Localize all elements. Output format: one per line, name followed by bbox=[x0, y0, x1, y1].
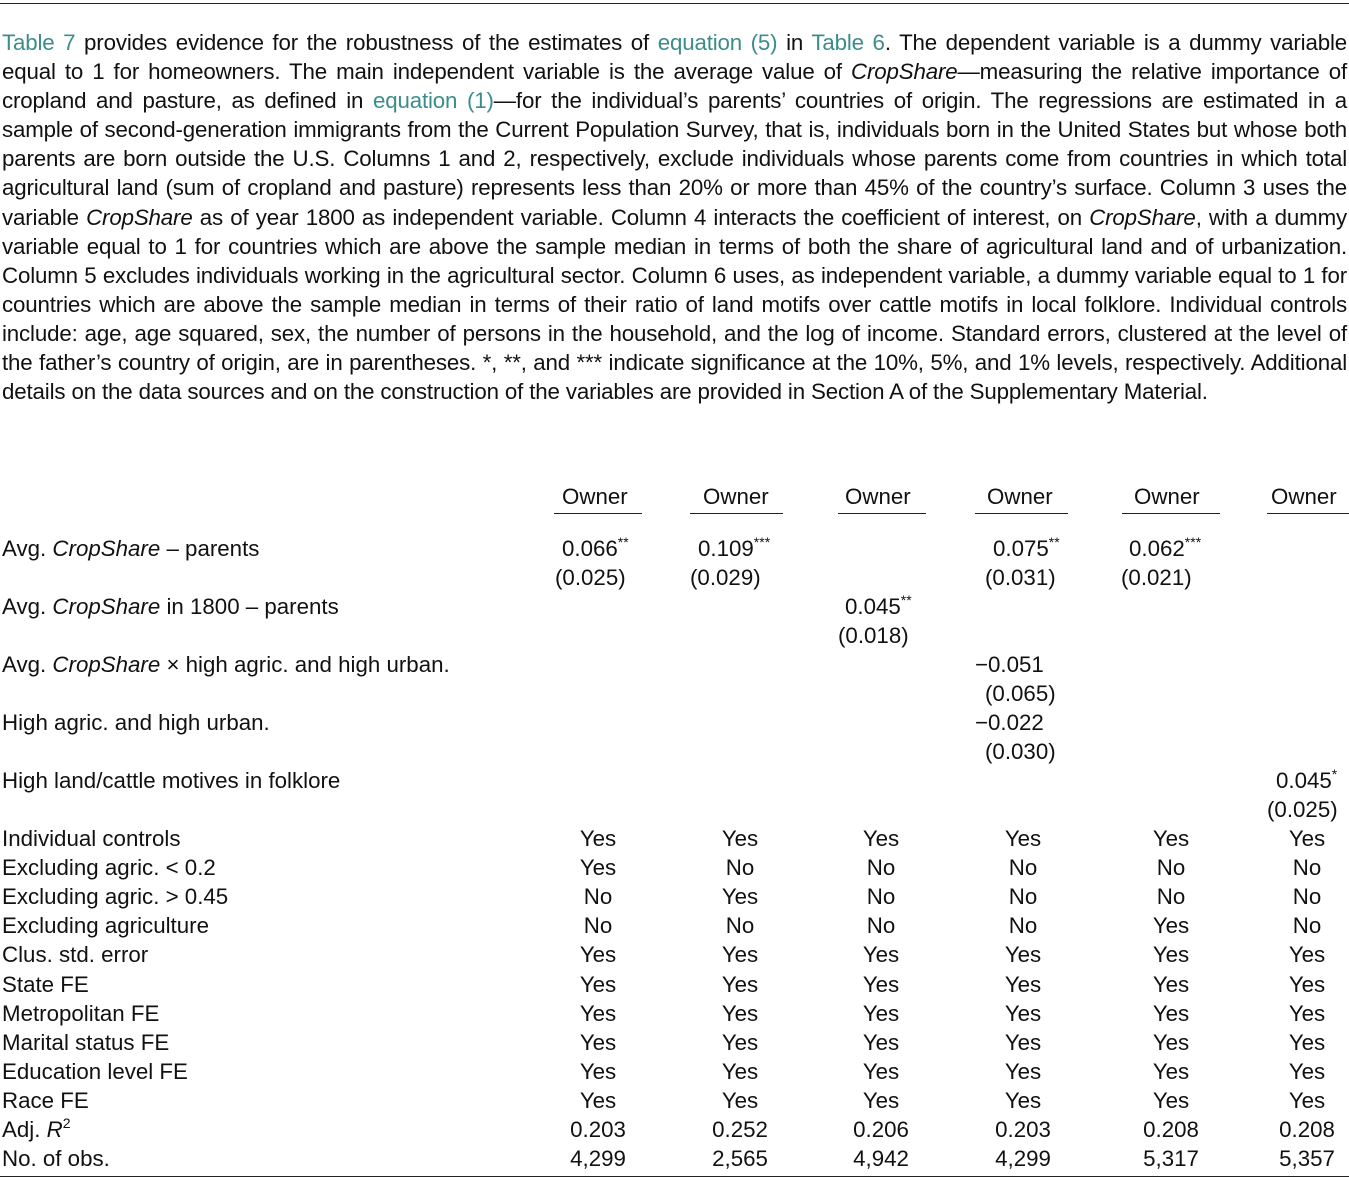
control-cell: Yes bbox=[579, 1000, 617, 1026]
column-header-4: Owner bbox=[987, 484, 1053, 509]
control-cell: Yes bbox=[721, 884, 759, 910]
row-label-high-agric-urban: High agric. and high urban. bbox=[2, 710, 270, 735]
control-row-label: Excluding agric. < 0.2 bbox=[2, 855, 216, 881]
coef-value: 0.045* bbox=[1276, 765, 1338, 793]
control-cell: Yes bbox=[1004, 971, 1042, 997]
control-cell: Yes bbox=[1288, 1087, 1326, 1113]
control-cell: No bbox=[866, 855, 896, 881]
coef-value: 0.045** bbox=[845, 591, 912, 619]
control-row-label: Metropolitan FE bbox=[2, 1000, 160, 1026]
column-header-rule bbox=[975, 513, 1068, 514]
std-error: (0.025) bbox=[555, 565, 626, 590]
control-cell: Yes bbox=[579, 971, 617, 997]
control-cell: Yes bbox=[862, 826, 900, 851]
row-label-cropshare-1800: Avg. CropShare in 1800 – parents bbox=[2, 594, 339, 619]
column-header-rule bbox=[554, 513, 642, 514]
control-cell: No bbox=[1008, 884, 1038, 910]
control-cell: No bbox=[1292, 913, 1322, 939]
control-cell: Yes bbox=[579, 826, 617, 851]
control-cell: 0.252 bbox=[712, 1117, 768, 1142]
control-cell: Yes bbox=[1004, 1000, 1042, 1026]
equation-1-link[interactable]: equation (1) bbox=[372, 88, 494, 114]
control-row-label: Excluding agriculture bbox=[2, 913, 209, 939]
control-cell: Yes bbox=[721, 1087, 759, 1113]
column-header-6: Owner bbox=[1271, 484, 1337, 509]
table-caption: Table 7 provides evidence for the robustness of the estimates of equation (5) in Table 6. The dependent variable is a dummy variable equal to 1 for homeowners. The main independent variable is the average value of CropShare—measuring the relative importance of cropland and pasture, as defined in equation (1)—for the individual’s parents’ countries of origin. The regressions are estimated in a sample of second-generation immigrants from the Current Population Survey, that is, individuals born in the United States but whose both parents are born outside the U.S. Columns 1 and 2, respectively, exclude individuals whose parents come from countries in which total agricultural land (sum of cropland and pasture) represents less than 20% or more than 45% of the country’s surface. Column 3 uses the variable CropShare as of year 1800 as independent variable. Column 4 interacts the coefficient of interest, on CropShare, with a dummy variable equal to 1 for countries which are above the sample median in terms of both the share of agricultural land and of urbanization. Column 5 excludes individuals working in the agricultural sector. Column 6 uses, as independent variable, a dummy variable equal to 1 for countries which are above the sample median in terms of their ratio of land motifs over cattle motifs in local folklore. Individual controls include: age, age squared, sex, the number of persons in the household, and the log of income. Standard errors, clustered at the level of the father’s country of origin, are in parentheses. *, **, and *** indicate significance at the 10%, 5%, and 1% levels, respectively. Additional details on the data sources and on the construction of the variables are provided in Section A of the Supplementary Material. bbox=[2, 30, 1348, 405]
equation-5-link[interactable]: equation (5) bbox=[657, 30, 778, 55]
control-cell: Yes bbox=[721, 1029, 759, 1055]
control-cell: Yes bbox=[1152, 942, 1190, 968]
std-error: (0.065) bbox=[985, 681, 1056, 706]
control-cell: No bbox=[1008, 855, 1038, 881]
control-cell: Yes bbox=[862, 971, 900, 997]
control-cell: Yes bbox=[1288, 1029, 1326, 1055]
control-cell: Yes bbox=[721, 1058, 759, 1084]
control-cell: Yes bbox=[1152, 1058, 1190, 1084]
control-cell: Yes bbox=[862, 942, 900, 968]
coef-value: −0.022 bbox=[975, 710, 1044, 735]
control-row-label: Individual controls bbox=[2, 826, 181, 851]
control-cell: Yes bbox=[1152, 1087, 1190, 1113]
control-cell: 0.206 bbox=[853, 1117, 909, 1142]
control-cell: Yes bbox=[862, 1058, 900, 1084]
control-cell: Yes bbox=[1288, 1058, 1326, 1084]
control-cell: No bbox=[866, 913, 896, 939]
control-cell: 5,317 bbox=[1143, 1146, 1199, 1172]
row-label-cropshare-parents: Avg. CropShare – parents bbox=[2, 536, 260, 561]
control-cell: No bbox=[1292, 855, 1322, 881]
control-cell: 0.208 bbox=[1143, 1117, 1199, 1142]
column-header-rule bbox=[690, 513, 783, 514]
control-row-label: Race FE bbox=[2, 1087, 89, 1113]
control-cell: Yes bbox=[862, 1000, 900, 1026]
control-cell: Yes bbox=[579, 1087, 617, 1113]
control-cell: Yes bbox=[721, 826, 759, 851]
coef-value: 0.066** bbox=[562, 533, 629, 561]
control-row-label: Marital status FE bbox=[2, 1029, 170, 1055]
control-row-label: Education level FE bbox=[2, 1058, 188, 1084]
column-header-rule bbox=[838, 513, 926, 514]
control-cell: Yes bbox=[1152, 826, 1190, 851]
column-header-5: Owner bbox=[1134, 484, 1200, 509]
control-cell: No bbox=[583, 884, 613, 910]
coef-value: 0.075** bbox=[993, 533, 1060, 561]
std-error: (0.018) bbox=[838, 623, 909, 648]
control-cell: 5,357 bbox=[1279, 1146, 1335, 1172]
control-cell: No bbox=[583, 913, 613, 939]
control-cell: Yes bbox=[579, 1058, 617, 1084]
coef-value: 0.062*** bbox=[1129, 533, 1202, 561]
control-cell: Yes bbox=[1004, 942, 1042, 968]
bottom-rule bbox=[0, 1176, 1349, 1177]
control-cell: No bbox=[1156, 855, 1186, 881]
std-error: (0.030) bbox=[985, 739, 1056, 764]
control-cell: No bbox=[725, 855, 755, 881]
control-cell: Yes bbox=[1004, 826, 1042, 851]
control-cell: No bbox=[866, 884, 896, 910]
control-row-label: Clus. std. error bbox=[2, 942, 149, 968]
control-cell: 4,942 bbox=[853, 1146, 909, 1172]
control-cell: Yes bbox=[1152, 1000, 1190, 1026]
control-row-label: State FE bbox=[2, 971, 89, 997]
table-6-link[interactable]: Table 6 bbox=[811, 30, 885, 55]
control-cell: Yes bbox=[1004, 1058, 1042, 1084]
control-cell: Yes bbox=[1152, 971, 1190, 997]
std-error: (0.025) bbox=[1267, 797, 1338, 822]
control-cell: Yes bbox=[579, 855, 617, 881]
column-header-3: Owner bbox=[845, 484, 911, 509]
control-cell: Yes bbox=[1288, 942, 1326, 968]
column-header-1: Owner bbox=[562, 484, 628, 509]
std-error: (0.029) bbox=[690, 565, 761, 590]
control-row-label: Excluding agric. > 0.45 bbox=[2, 884, 229, 910]
control-cell: 0.208 bbox=[1279, 1117, 1335, 1142]
top-rule bbox=[0, 3, 1349, 4]
control-cell: 4,299 bbox=[995, 1146, 1051, 1172]
control-cell: Yes bbox=[1152, 1029, 1190, 1055]
control-cell: No bbox=[1008, 913, 1038, 939]
std-error: (0.021) bbox=[1121, 565, 1192, 590]
row-label-folklore: High land/cattle motives in folklore bbox=[2, 768, 341, 793]
control-cell: Yes bbox=[721, 942, 759, 968]
control-cell: 0.203 bbox=[995, 1117, 1051, 1142]
column-header-rule bbox=[1267, 513, 1349, 514]
control-cell: No bbox=[1156, 884, 1186, 910]
control-cell: Yes bbox=[721, 1000, 759, 1026]
table-7-link[interactable]: Table 7 bbox=[2, 30, 76, 55]
control-cell: Yes bbox=[721, 971, 759, 997]
row-label-cropshare-interaction: Avg. CropShare × high agric. and high urban. bbox=[2, 652, 450, 677]
control-row-label: No. of obs. bbox=[2, 1146, 110, 1172]
control-cell: Yes bbox=[862, 1087, 900, 1113]
control-cell: Yes bbox=[1288, 1000, 1326, 1026]
control-cell: Yes bbox=[1288, 826, 1326, 851]
control-cell: Yes bbox=[1288, 971, 1326, 997]
control-row-label: Adj. $R^2$ bbox=[2, 1114, 71, 1142]
control-cell: Yes bbox=[862, 1029, 900, 1055]
control-cell: 0.203 bbox=[570, 1117, 626, 1142]
control-cell: No bbox=[725, 913, 755, 939]
std-error: (0.031) bbox=[985, 565, 1056, 590]
control-cell: Yes bbox=[579, 1029, 617, 1055]
control-cell: 2,565 bbox=[712, 1146, 768, 1172]
control-cell: Yes bbox=[1152, 913, 1190, 939]
control-cell: Yes bbox=[1004, 1087, 1042, 1113]
coef-value: −0.051 bbox=[975, 652, 1044, 677]
column-header-2: Owner bbox=[703, 484, 769, 509]
control-cell: 4,299 bbox=[570, 1146, 626, 1172]
control-cell: No bbox=[1292, 884, 1322, 910]
control-cell: Yes bbox=[1004, 1029, 1042, 1055]
coef-value: 0.109*** bbox=[698, 533, 771, 561]
column-header-rule bbox=[1122, 513, 1220, 514]
control-cell: Yes bbox=[579, 942, 617, 968]
